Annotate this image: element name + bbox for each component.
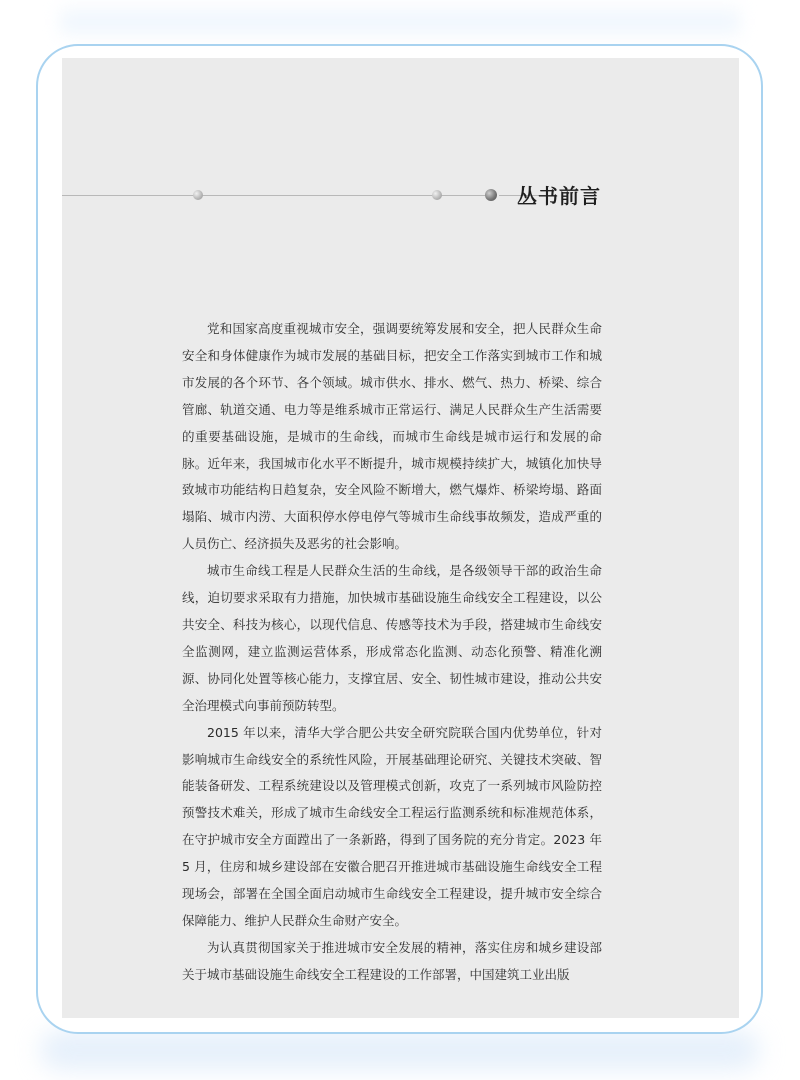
bottom-glow — [40, 1030, 760, 1070]
bead-dot-icon — [193, 190, 203, 200]
bead-dot-icon — [485, 189, 497, 201]
top-glow — [60, 0, 740, 40]
paragraph: 城市生命线工程是人民群众生活的生命线，是各级领导干部的政治生命线，迫切要求采取有力措施，加快城市基础设施生命线安全工程建设，以公共安全、科技为核心，以现代信息、传感等技术为手段，搭建城市生命线安全监测网，建立监测运营体系，形成常态化监测、动态化预警、精准化溯源、协同化处置等核心能力，支撑宜居、安全、韧性城市建设，推动公共安全治理模式向事前预防转型。 — [182, 563, 602, 713]
paragraph: 为认真贯彻国家关于推进城市安全发展的精神，落实住房和城乡建设部关于城市基础设施生命线安全工程建设的工作部署，中国建筑工业出版 — [182, 939, 602, 982]
paragraph: 2015 年以来，清华大学合肥公共安全研究院联合国内优势单位，针对影响城市生命线安全的系统性风险，开展基础理论研究、关键技术突破、智能装备研发、工程系统建设以及管理模式创新，攻克了一系列城市风险防控预警技术难关，形成了城市生命线安全工程运行监测系统和标准规范体系，在守护城市安全方面蹚出了一条新路，得到了国务院的充分肯定。2023 年 5 月，住房和城乡建设部在安徽合肥召开推进城市基础设施生命线安全工程现场会，部署在全国全面启动城市生命线安全工程建设，提升城市安全综合保障能力、维护人民群众生命财产安全。 — [182, 724, 602, 928]
page-title: 丛书前言 — [517, 184, 601, 208]
preface-body — [182, 316, 602, 989]
paragraph: 党和国家高度重视城市安全，强调要统筹发展和安全，把人民群众生命安全和身体健康作为城市发展的基础目标，把安全工作落实到城市工作和城市发展的各个环节、各个领域。城市供水、排水、燃气、热力、桥梁、综合管廊、轨道交通、电力等是维系城市正常运行、满足人民群众生产生活需要的重要基础设施，是城市的生命线，而城市生命线是城市运行和发展的命脉。近年来，我国城市化水平不断提升，城市规模持续扩大，城镇化加快导致城市功能结构日趋复杂，安全风险不断增大，燃气爆炸、桥梁垮塌、路面塌陷、城市内涝、大面积停水停电停气等城市生命线事故频发，造成严重的人员伤亡、经济损失及恶劣的社会影响。 — [182, 321, 602, 552]
header-rule-line — [62, 195, 487, 196]
book-page — [62, 58, 739, 1018]
bead-dot-icon — [432, 190, 442, 200]
